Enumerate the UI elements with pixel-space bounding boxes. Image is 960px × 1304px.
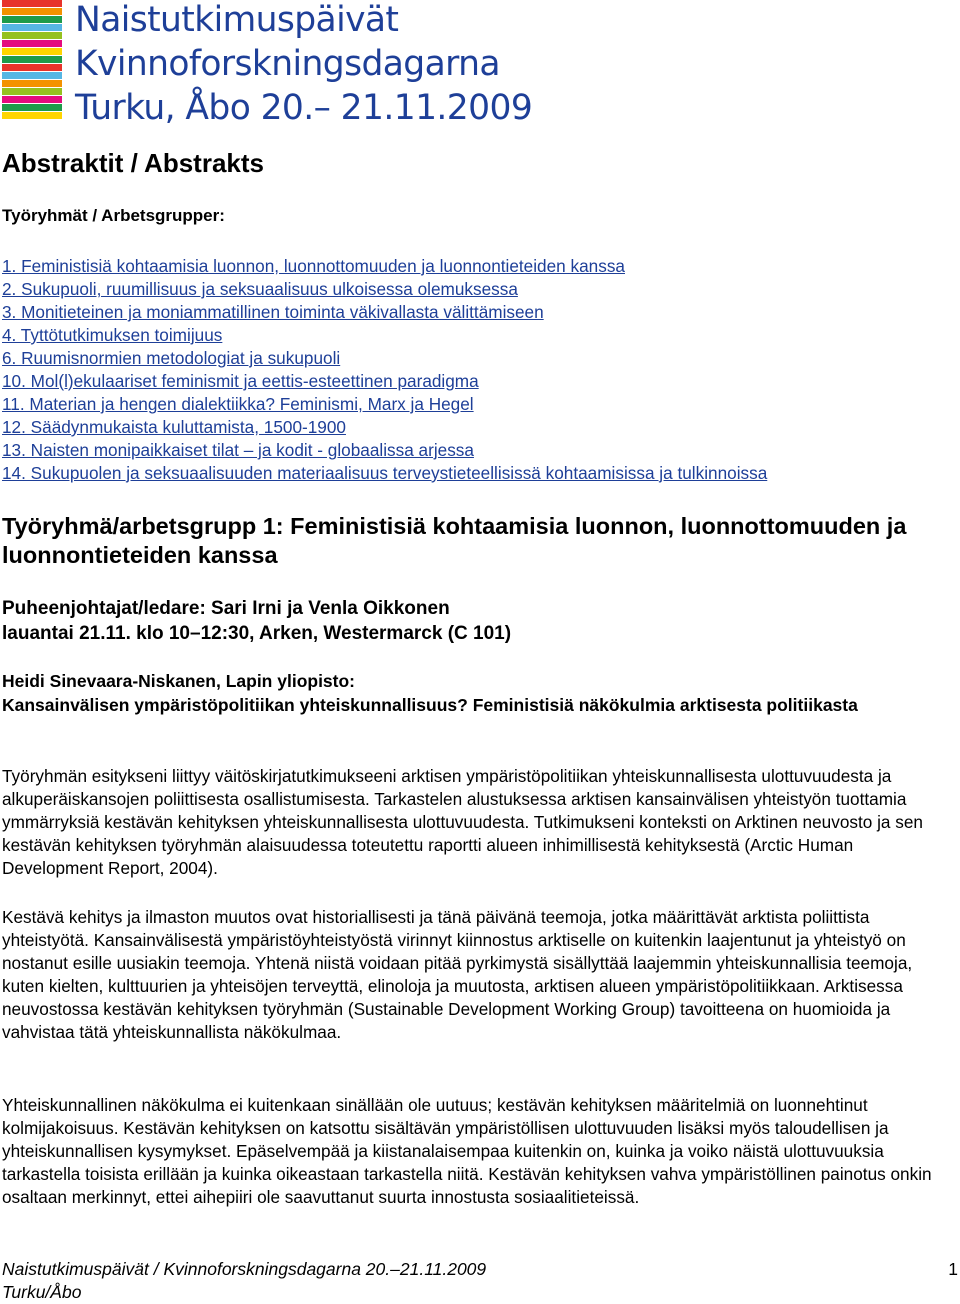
logo-line-3: Turku, Åbo 20.– 21.11.2009: [75, 88, 533, 128]
group-link-13[interactable]: 13. Naisten monipaikkaiset tilat – ja kodit - globaalissa arjessa: [2, 440, 474, 460]
page-title: Abstraktit / Abstrakts: [2, 148, 264, 178]
logo-stripe: [2, 72, 62, 79]
list-item: [2, 370, 767, 393]
conference-logo: [0, 0, 533, 128]
group-link-6[interactable]: 6. Ruumisnormien metodologiat ja sukupuoli: [2, 348, 341, 368]
list-item: [2, 393, 767, 416]
group-link-12[interactable]: 12. Säädynmukaista kuluttamista, 1500-1900: [2, 417, 346, 437]
logo-stripe: [2, 96, 62, 103]
logo-stripe: [2, 80, 62, 87]
logo-stripe: [2, 88, 62, 95]
list-item: [2, 462, 767, 485]
list-item: [2, 255, 767, 278]
list-item: [2, 416, 767, 439]
abstract-paragraph-3: Yhteiskunnallinen näkökulma ei kuitenkaan sinällään ole uutuus; kestävän kehityksen määritelmiä on luonnehtinut kolmijakoisuus. Kestävän kehityksen on katsottu sisältävän ympäristöllisen ulottuvuuden lisäksi myös taloudellisen ja yhteiskunnallisen kysymykset. Epäselvempää ja kiistanalaisempaa kuitenkin on, kuinka ja voiko näistä ulottuvuuksia tarkastella toisista erillään ja kuinka oikeastaan tarkastella niitä. Kestävän kehityksen vahva ympäristöllinen painotus onkin osaltaan merkinnyt, ettei aihepiiri ole saavuttanut suurta innostusta sosiaalitieteissä.: [2, 1095, 932, 1207]
group-link-1[interactable]: 1. Feministisiä kohtaamisia luonnon, luonnottomuuden ja luonnontieteiden kanssa: [2, 256, 625, 276]
speaker-block: [2, 670, 958, 717]
speaker-name: Heidi Sinevaara-Niskanen, Lapin yliopisto:: [2, 671, 356, 691]
footer-line-1: Naistutkimuspäivät / Kvinnoforskningsdagarna 20.–21.11.2009: [2, 1259, 487, 1279]
list-item: [2, 324, 767, 347]
logo-stripe: [2, 112, 62, 119]
logo-stripe: [2, 64, 62, 71]
abstract-paragraph-2: Kestävä kehitys ja ilmaston muutos ovat historiallisesti ja tänä päivänä teemoja, jotka määrittävät arktista poliittista yhteistyötä. Kansainvälisestä ympäristöyhteistyöstä virinnyt kiinnostus arktiselle on kuitenkin laajentunut ja yhteistyö on nostanut esille uusiakin teemoja. Yhtenä niistä voidaan pitää pyrkimystä sisällyttää laajemmin yhteiskunnallisia teemoja, kuten kielten, kulttuurien ja yhteisöjen terveyttä, elinoloja ja muutosta, arktisen alueen ympäristöpolitiikkaan. Arktisessa neuvostossa kestävän kehityksen työryhmän (Sustainable Development Working Group) tavoitteena on huomioida ja vahvistaa tätä yhteiskunnallista näkökulmaa.: [2, 907, 913, 1042]
group-link-14[interactable]: 14. Sukupuolen ja seksuaalisuuden materiaalisuus terveystieteellisissä kohtaamisissa ja tulkinnoissa: [2, 463, 768, 483]
logo-line-2: Kvinnoforskningsdagarna: [75, 44, 500, 84]
group-link-11[interactable]: 11. Materian ja hengen dialektiikka? Feminismi, Marx ja Hegel: [2, 394, 474, 414]
logo-stripe: [2, 16, 62, 23]
logo-stripe: [2, 104, 62, 111]
group-link-10[interactable]: 10. Mol(l)ekulaariset feminismit ja eettis-esteettinen paradigma: [2, 371, 479, 391]
footer-line-2: Turku/Åbo: [2, 1282, 82, 1302]
chairs-line: Puheenjohtajat/ledare: Sari Irni ja Venla Oikkonen: [2, 598, 450, 619]
logo-stripe: [2, 24, 62, 31]
list-item: [2, 301, 767, 324]
logo-stripe: [2, 56, 62, 63]
logo-stripe: [2, 32, 62, 39]
logo-stripe: [2, 48, 62, 55]
chairs-and-session: [2, 596, 511, 646]
logo-text: [75, 0, 532, 130]
logo-stripes: [2, 0, 62, 120]
work-group-list: [2, 255, 767, 485]
session-line: lauantai 21.11. klo 10–12:30, Arken, Westermarck (C 101): [2, 623, 512, 644]
logo-line-1: Naistutkimuspäivät: [75, 0, 399, 40]
logo-stripe: [2, 8, 62, 15]
group-link-3[interactable]: 3. Monitieteinen ja moniammatillinen toiminta väkivallasta välittämiseen: [2, 302, 544, 322]
section-title: Työryhmä/arbetsgrupp 1: Feministisiä kohtaamisia luonnon, luonnottomuuden ja luonnontieteiden kanssa: [2, 513, 907, 568]
page-number: 1: [948, 1259, 958, 1279]
groups-heading: Työryhmät / Arbetsgrupper:: [2, 206, 225, 225]
logo-stripe: [2, 40, 62, 47]
logo-stripe: [2, 0, 62, 7]
list-item: [2, 347, 767, 370]
talk-title: Kansainvälisen ympäristöpolitiikan yhteiskunnallisuus? Feministisiä näkökulmia arktisesta politiikasta: [2, 694, 858, 715]
list-item: [2, 278, 767, 301]
list-item: [2, 439, 767, 462]
group-link-2[interactable]: 2. Sukupuoli, ruumillisuus ja seksuaalisuus ulkoisessa olemuksessa: [2, 279, 518, 299]
page-footer: [2, 1258, 486, 1304]
abstract-paragraph-1: Työryhmän esitykseni liittyy väitöskirjatutkimukseeni arktisen ympäristöpolitiikan yhteiskunnallisesta ulottuvuudesta ja alkuperäiskansojen poliittisesta osallistumisesta. Tarkastelen alustuksessa arktisen kansainvälisen yhteistyön tuottamia ymmärryksiä kestävän kehityksen yhteiskunnallisesta ulottuvuudesta. Tutkimukseni konteksti on Arktinen neuvosto ja sen kestävän kehityksen työryhmän alaisuudessa toteutettu raportti alueen inhimillisestä kehityksestä (Arctic Human Development Report, 2004).: [2, 766, 923, 878]
group-link-4[interactable]: 4. Tyttötutkimuksen toimijuus: [2, 325, 223, 345]
